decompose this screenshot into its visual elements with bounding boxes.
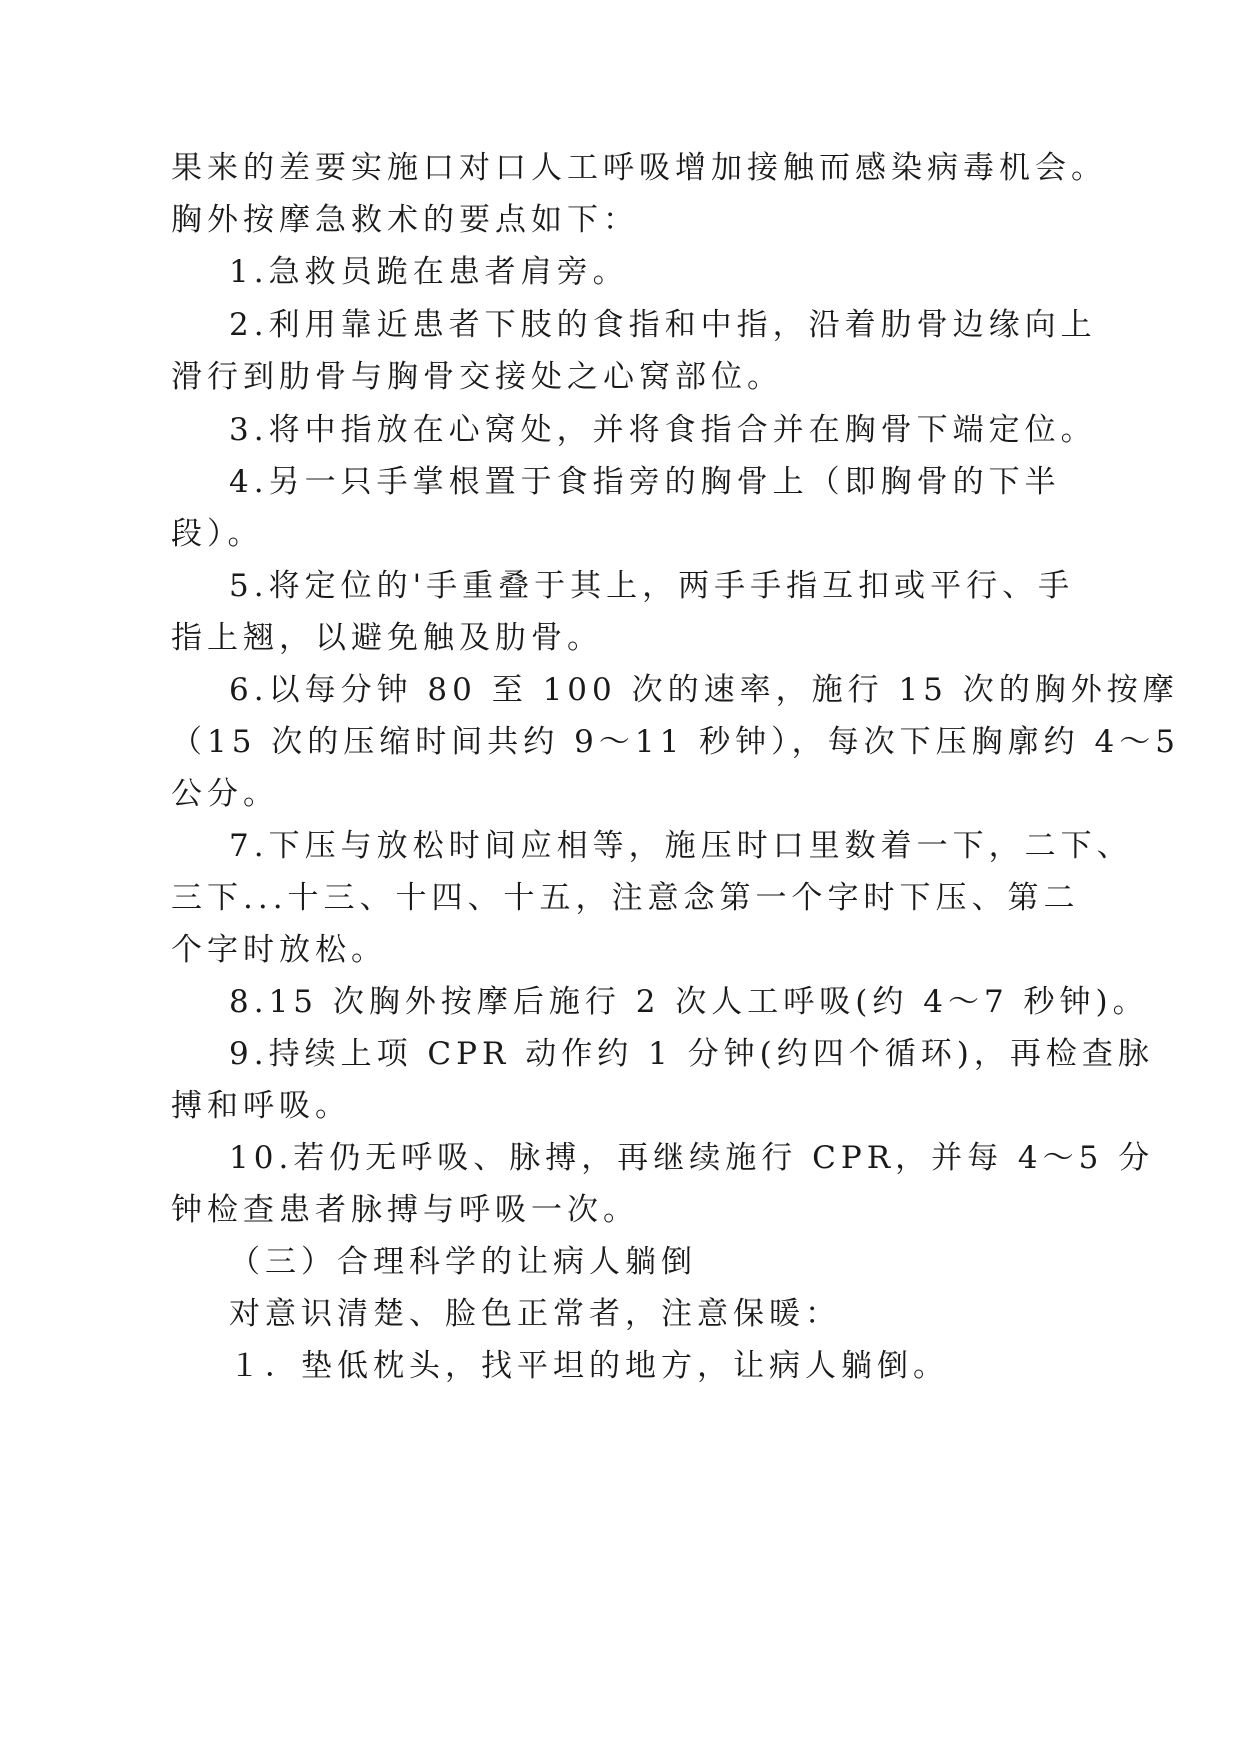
list-item: 6.以每分钟 80 至 100 次的速率，施行 15 次的胸外按摩 — [229, 672, 1179, 708]
list-item: 4.另一只手掌根置于食指旁的胸骨上（即胸骨的下半 — [229, 464, 1061, 500]
text-line: 三下...十三、十四、十五，注意念第一个字时下压、第二 — [171, 880, 1080, 916]
list-item: 10.若仍无呼吸、脉搏，再继续施行 CPR，并每 4～5 分 — [229, 1140, 1155, 1176]
text-line: （15 次的压缩时间共约 9～11 秒钟），每次下压胸廓约 4～5 — [171, 724, 1180, 760]
text-line: 公分。 — [171, 776, 279, 812]
list-item: 9.持续上项 CPR 动作约 1 分钟(约四个循环)，再检查脉 — [229, 1036, 1154, 1072]
text-line: 指上翘，以避免触及肋骨。 — [171, 620, 603, 656]
list-item: 8.15 次胸外按摩后施行 2 次人工呼吸(约 4～7 秒钟)。 — [229, 984, 1149, 1020]
list-item: 5.将定位的'手重叠于其上，两手手指互扣或平行、手 — [229, 568, 1075, 604]
list-item: １．垫低枕头，找平坦的地方，让病人躺倒。 — [229, 1348, 949, 1384]
text-line: 个字时放松。 — [171, 932, 387, 968]
list-item: 7.下压与放松时间应相等，施压时口里数着一下，二下、 — [229, 828, 1133, 864]
text-line: 果来的差要实施口对口人工呼吸增加接触而感染病毒机会。 — [171, 150, 1107, 186]
list-item: 1.急救员跪在患者肩旁。 — [229, 254, 629, 290]
text-line: 对意识清楚、脸色正常者，注意保暖： — [229, 1296, 841, 1332]
list-item: 2.利用靠近患者下肢的食指和中指，沿着肋骨边缘向上 — [229, 307, 1097, 343]
text-line: 胸外按摩急救术的要点如下： — [171, 202, 639, 238]
text-line: 搏和呼吸。 — [171, 1088, 351, 1124]
text-line: 滑行到肋骨与胸骨交接处之心窝部位。 — [171, 359, 783, 395]
text-line: 段）。 — [171, 516, 264, 552]
text-line: 钟检查患者脉搏与呼吸一次。 — [171, 1192, 639, 1228]
list-item: 3.将中指放在心窝处，并将食指合并在胸骨下端定位。 — [229, 412, 1097, 448]
section-heading: （三）合理科学的让病人躺倒 — [229, 1244, 697, 1280]
